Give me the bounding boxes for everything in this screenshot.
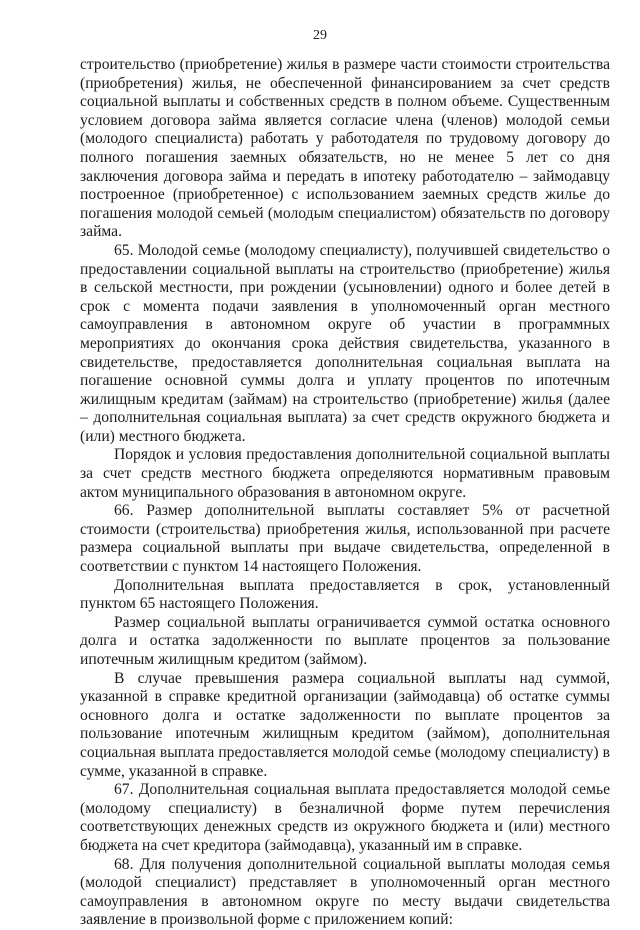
document-body: [80, 56, 610, 930]
paragraph-continuation: строительство (приобретение) жилья в размере части стоимости строительства (приобретения) жилья, не обеспеченной финансированием за счет средств социальной выплаты и собственных средств в полном объеме. Существенным условием договора займа является согласие члена (членов) молодой семьи (молодого специалиста) работать у работодателя по трудовому договору до полного погашения заемных обязательств, но не менее 5 лет со дня заключения договора займа и передать в ипотеку работодателю – займодавцу построенное (приобретенное) с использованием заемных средств жилье до погашения молодой семьей (молодым специалистом) обязательств по договору займа.: [80, 56, 610, 241]
paragraph-65: 65. Молодой семье (молодому специалисту), получившей свидетельство о предоставлении социальной выплаты на строительство (приобретение) жилья в сельской местности, при рождении (усыновлении) одного и более детей в срок с момента подачи заявления в уполномоченный орган местного самоуправления в автономном округе об участии в программных мероприятиях до окончания срока действия свидетельства, указанного в свидетельстве, предоставляется дополнительная социальная выплата на погашение основной суммы долга и уплату процентов по ипотечным жилищным кредитам (займам) на строительство (приобретение) жилья (далее – дополнительная социальная выплата) за счет средств окружного бюджета и (или) местного бюджета.: [80, 241, 610, 445]
paragraph-66-limit: Размер социальной выплаты ограничивается суммой остатка основного долга и остатка задолженности по выплате процентов за пользование ипотечным жилищным кредитом (займом).: [80, 613, 610, 668]
paragraph-66-term: Дополнительная выплата предоставляется в срок, установленный пунктом 65 настоящего Положения.: [80, 576, 610, 613]
paragraph-65-order: Порядок и условия предоставления дополнительной социальной выплаты за счет средств местного бюджета определяются нормативным правовым актом муниципального образования в автономном округе.: [80, 446, 610, 501]
paragraph-66: 66. Размер дополнительной выплаты составляет 5% от расчетной стоимости (строительства) приобретения жилья, использованной при расчете размера социальной выплаты при выдаче свидетельства, определенной в соответствии с пунктом 14 настоящего Положения.: [80, 502, 610, 576]
paragraph-67: 67. Дополнительная социальная выплата предоставляется молодой семье (молодому специалисту) в безналичной форме путем перечисления соответствующих денежных средств из окружного бюджета и (или) местного бюджета на счет кредитора (займодавца), указанный им в справке.: [80, 781, 610, 854]
page-number: 29: [313, 28, 327, 43]
paragraph-66-excess: В случае превышения размера социальной выплаты над суммой, указанной в справке кредитной организации (займодавца) об остатке суммы основного долга и остатке задолженности по выплате процентов за пользование ипотечным жилищным кредитом (займом), дополнительная социальная выплата предоставляется молодой семье (молодому специалисту) в сумме, указанной в справке.: [80, 669, 610, 780]
paragraph-68: 68. Для получения дополнительной социальной выплаты молодая семья (молодой специалист) представляет в уполномоченный орган местного самоуправления в автономном округе по месту выдачи свидетельства заявление в произвольной форме с приложением копий:: [80, 855, 610, 929]
